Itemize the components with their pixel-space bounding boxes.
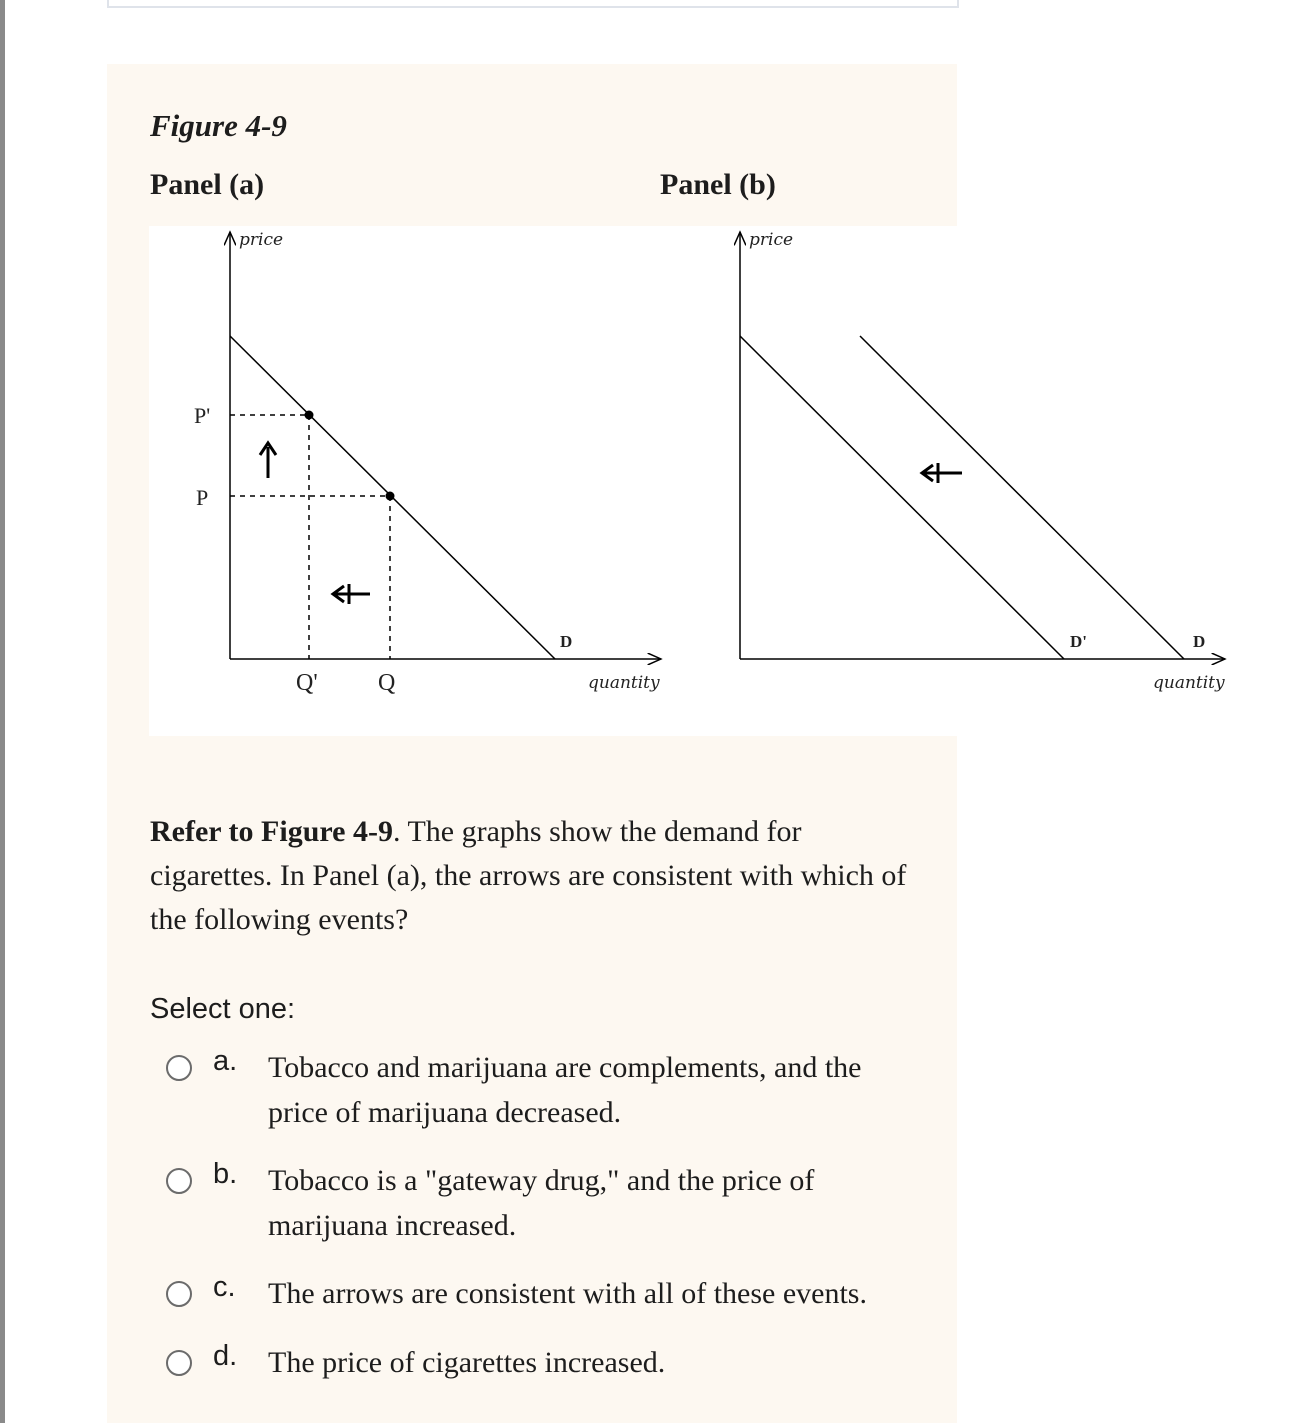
- figure-svg: [149, 226, 1225, 736]
- option-a-line-2: price of marijuana decreased.: [268, 1096, 622, 1129]
- panel-b-demand-d-prime: [740, 336, 1064, 659]
- option-b-letter: b.: [213, 1158, 238, 1190]
- radio-option-a[interactable]: [166, 1055, 192, 1081]
- select-one-label: Select one:: [150, 993, 296, 1025]
- radio-option-b[interactable]: [166, 1168, 192, 1194]
- option-d[interactable]: [163, 1340, 923, 1385]
- point-p-prime-q-prime: [305, 411, 314, 420]
- option-c[interactable]: [163, 1271, 923, 1316]
- option-a[interactable]: [163, 1045, 923, 1135]
- option-b-line-2: marijuana increased.: [268, 1209, 517, 1242]
- panel-b-price-label: price: [749, 230, 794, 250]
- panel-a-quantity-label: quantity: [588, 673, 660, 693]
- option-b-line-1: Tobacco is a "gateway drug," and the price of: [268, 1164, 815, 1197]
- panel-a-label: Panel (a): [150, 168, 265, 201]
- p-label: P: [196, 485, 209, 510]
- panel-b-graph: [740, 230, 1225, 693]
- question-text: [150, 810, 920, 942]
- left-arrow-icon: [333, 584, 370, 604]
- radio-option-d[interactable]: [166, 1350, 192, 1376]
- figure-image: [149, 226, 1225, 736]
- option-d-letter: d.: [213, 1340, 238, 1372]
- q-label: Q: [378, 670, 396, 696]
- option-c-line-1: The arrows are consistent with all of these events.: [268, 1277, 867, 1310]
- option-a-line-1: Tobacco and marijuana are complements, and the: [268, 1051, 862, 1084]
- option-c-text[interactable]: [268, 1271, 908, 1316]
- panel-b-label: Panel (b): [660, 168, 776, 201]
- panel-b-demand-d: [860, 336, 1184, 659]
- option-b[interactable]: [163, 1158, 923, 1248]
- point-p-q: [386, 492, 395, 501]
- up-arrow-icon: [260, 443, 276, 478]
- radio-option-c[interactable]: [166, 1281, 192, 1307]
- q-prime-label: Q': [296, 670, 318, 696]
- option-b-text[interactable]: [268, 1158, 908, 1248]
- option-d-text[interactable]: [268, 1340, 908, 1385]
- panel-a-graph: [194, 230, 661, 696]
- option-a-letter: a.: [213, 1045, 238, 1077]
- figure-reference: Refer to Figure 4-9: [150, 815, 393, 848]
- panel-b-quantity-label: quantity: [1153, 673, 1225, 693]
- option-c-letter: c.: [213, 1271, 236, 1303]
- question-body: . The graphs show the demand for cigarettes. In Panel (a), the arrows are consistent with which of the following events?: [150, 815, 907, 936]
- panel-a-demand-label: D: [560, 632, 573, 651]
- option-d-line-1: The price of cigarettes increased.: [268, 1346, 666, 1379]
- shift-left-arrow-icon: [922, 463, 962, 483]
- p-prime-label: P': [194, 403, 211, 428]
- figure-title: Figure 4-9: [150, 108, 287, 143]
- previous-field-box: [107, 0, 959, 8]
- window-edge: [0, 0, 5, 1423]
- d-prime-label: D': [1070, 632, 1087, 651]
- d-label: D: [1193, 632, 1206, 651]
- panel-a-price-label: price: [239, 230, 284, 250]
- option-a-text[interactable]: [268, 1045, 908, 1135]
